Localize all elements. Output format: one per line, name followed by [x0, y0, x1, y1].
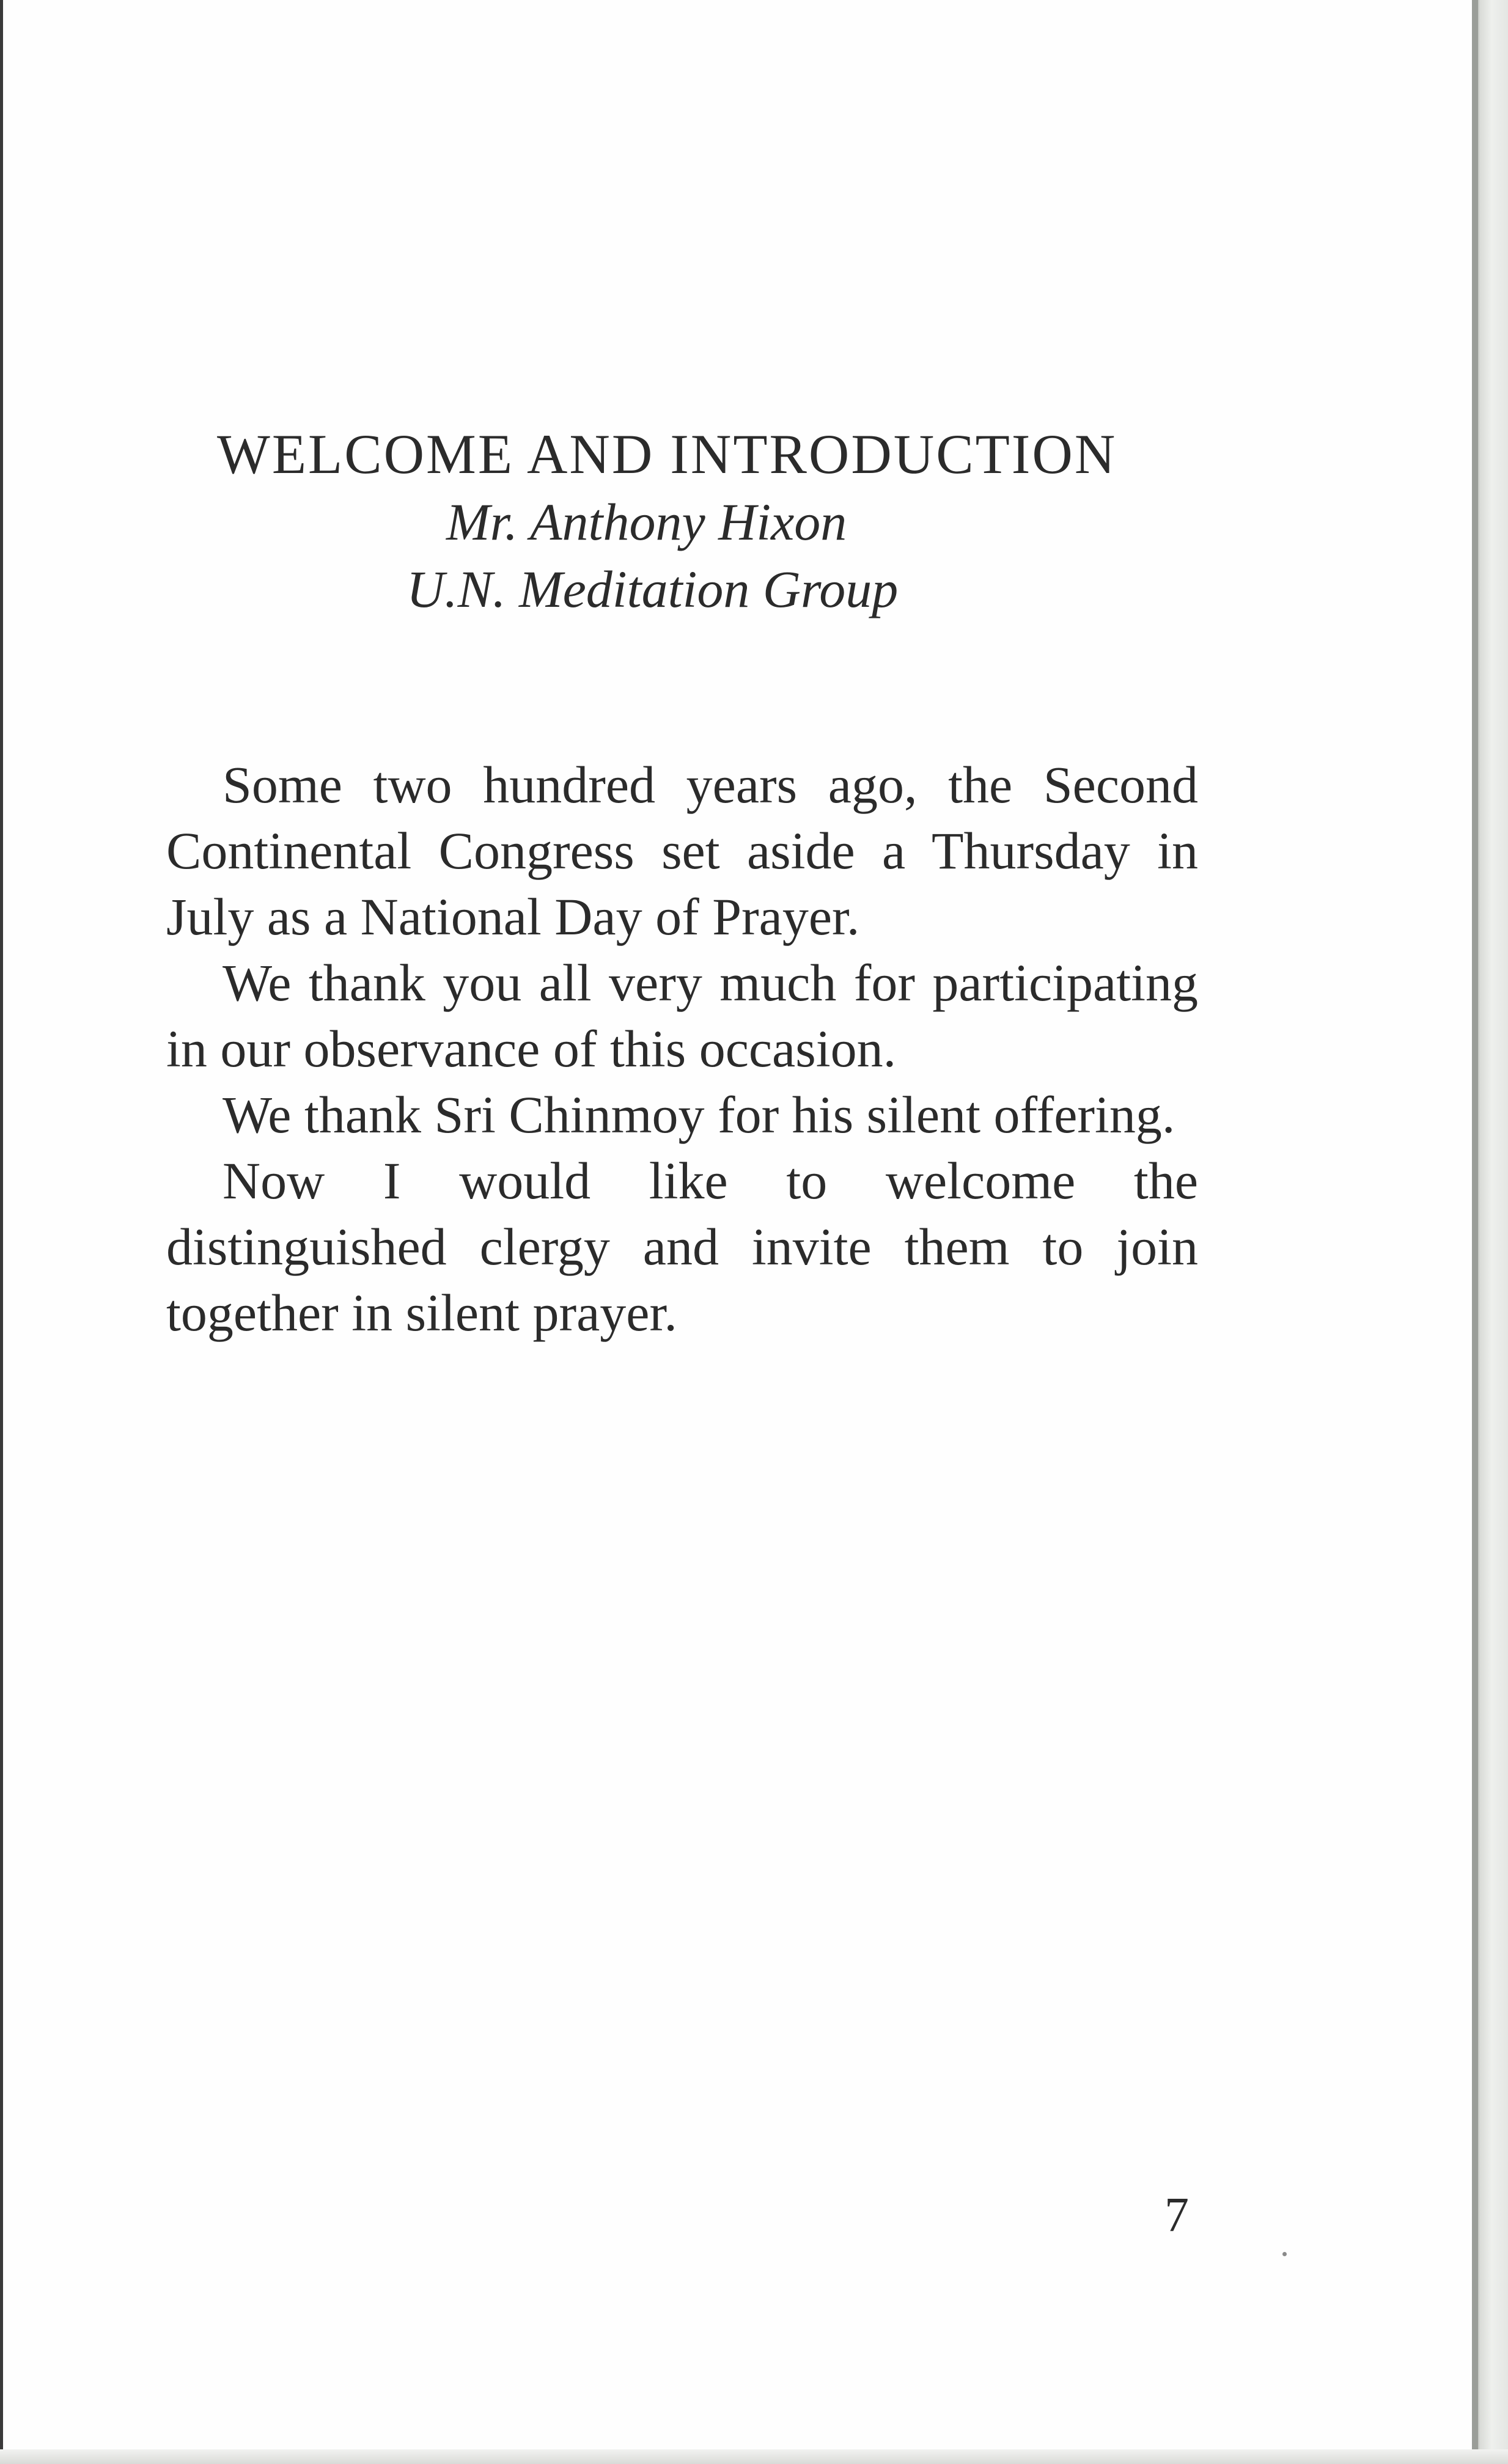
speaker-name: Mr. Anthony Hixon	[446, 493, 847, 551]
page-left-edge	[0, 0, 3, 2464]
page-bottom-edge	[0, 2449, 1508, 2464]
paragraph: We thank Sri Chinmoy for his silent offering.	[223, 1085, 1175, 1144]
speaker-affiliation: U.N. Meditation Group	[406, 560, 899, 618]
paragraph: Now I would like to welcome the distinguished clergy and invite them to join together in silent prayer.	[166, 1151, 1198, 1342]
page-number: 7	[1164, 2188, 1189, 2242]
page-right-edge-line	[1472, 0, 1478, 2464]
ink-speck	[1282, 2252, 1287, 2256]
section-heading: WELCOME AND INTRODUCTION	[217, 423, 1117, 485]
paragraph: We thank you all very much for participating in our observance of this occasion.	[166, 953, 1198, 1078]
paragraph: Some two hundred years ago, the Second Continental Congress set aside a Thursday in July as a National Day of Prayer.	[166, 755, 1198, 946]
body-text	[166, 752, 1198, 1346]
